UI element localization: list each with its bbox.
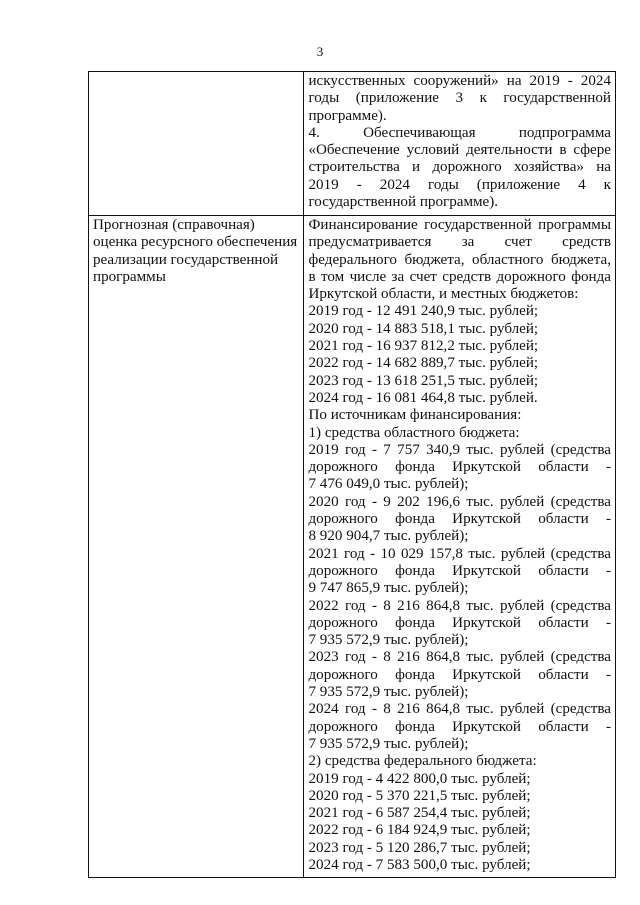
text-line: 2019 год - 12 491 240,9 тыс. рублей; [308, 303, 539, 320]
text-line: искусственных сооружений» на 2019 - 2024 [308, 73, 611, 89]
text-line: в том числе за счет средств дорожного фонда [308, 268, 611, 285]
financing-cell [304, 216, 616, 878]
text-line: 1) средства областного бюджета: [308, 424, 520, 441]
text-line: 2021 год - 6 587 254,4 тыс. рублей; [308, 805, 531, 822]
label-line: реализации государственной [93, 251, 279, 268]
text-line: 2019 год - 7 757 340,9 тыс. рублей (средства [308, 441, 611, 458]
text-line: 2024 год - 7 583 500,0 тыс. рублей; [308, 856, 531, 873]
text-line: 9 747 865,9 тыс. рублей); [308, 580, 469, 597]
program-passport-table [88, 71, 616, 878]
label-line: Прогнозная (справочная) [93, 217, 255, 233]
text-line: Иркутской области, и местных бюджетов: [308, 286, 579, 303]
resource-estimate-label [93, 217, 299, 286]
text-line: 2020 год - 9 202 196,6 тыс. рублей (средства [308, 493, 611, 510]
page-number: 3 [316, 44, 324, 59]
row1-right-cell [304, 72, 616, 216]
text-line: 2022 год - 8 216 864,8 тыс. рублей (средства [308, 597, 611, 614]
text-line: дорожного фонда Иркутской области - [308, 511, 611, 528]
text-line: дорожного фонда Иркутской области - [308, 562, 611, 579]
text-line: 2022 год - 6 184 924,9 тыс. рублей; [308, 822, 531, 839]
text-line: «Обеспечение условий деятельности в сфере [308, 142, 611, 159]
text-line: 2021 год - 10 029 157,8 тыс. рублей (средства [308, 545, 611, 562]
text-line: строительства и дорожного хозяйства» на [308, 159, 611, 176]
text-line: 2023 год - 8 216 864,8 тыс. рублей (средства [308, 649, 611, 666]
text-line: годы (приложение 3 к государственной [308, 90, 611, 107]
text-line: 2) средства федерального бюджета: [308, 753, 537, 770]
text-line: Финансирование государственной программы [308, 217, 611, 233]
text-line: дорожного фонда Иркутской области - [308, 614, 611, 631]
resource-estimate-label-cell [89, 216, 304, 878]
text-line: 7 935 572,9 тыс. рублей); [308, 632, 469, 649]
text-line: дорожного фонда Иркутской области - [308, 666, 611, 683]
text-line: дорожного фонда Иркутской области - [308, 459, 611, 476]
text-line: По источникам финансирования: [308, 407, 522, 424]
text-line: 4. Обеспечивающая подпрограмма [308, 124, 611, 141]
text-line: федерального бюджета, областного бюджета, [308, 251, 611, 268]
label-line: программы [93, 268, 166, 285]
label-line: оценка ресурсного обеспечения [93, 234, 298, 251]
text-line: предусматривается за счет средств [308, 234, 611, 251]
text-line: 7 935 572,9 тыс. рублей); [308, 684, 469, 701]
text-line: 2024 год - 8 216 864,8 тыс. рублей (средства [308, 701, 611, 718]
text-line: программе). [308, 107, 387, 124]
text-line: 2020 год - 5 370 221,5 тыс. рублей; [308, 787, 531, 804]
text-line: государственной программе). [308, 194, 499, 211]
text-line: 2023 год - 5 120 286,7 тыс. рублей; [308, 839, 531, 856]
row1-left-cell [89, 72, 304, 216]
text-line: 7 476 049,0 тыс. рублей); [308, 476, 469, 493]
text-line: 2021 год - 16 937 812,2 тыс. рублей; [308, 338, 539, 355]
financing-text-block [308, 217, 611, 874]
text-line: 2024 год - 16 081 464,8 тыс. рублей. [308, 389, 538, 406]
row1-text-block [308, 73, 611, 211]
text-line: 2020 год - 14 883 518,1 тыс. рублей; [308, 320, 539, 337]
text-line: 2023 год - 13 618 251,5 тыс. рублей; [308, 372, 539, 389]
text-line: 7 935 572,9 тыс. рублей); [308, 735, 469, 752]
table-row [89, 72, 616, 216]
text-line: 2022 год - 14 682 889,7 тыс. рублей; [308, 355, 539, 372]
text-line: дорожного фонда Иркутской области - [308, 718, 611, 735]
text-line: 2019 год - 4 422 800,0 тыс. рублей; [308, 770, 531, 787]
table-row [89, 216, 616, 878]
text-line: 8 920 904,7 тыс. рублей); [308, 528, 469, 545]
text-line: 2019 - 2024 годы (приложение 4 к [308, 176, 611, 193]
